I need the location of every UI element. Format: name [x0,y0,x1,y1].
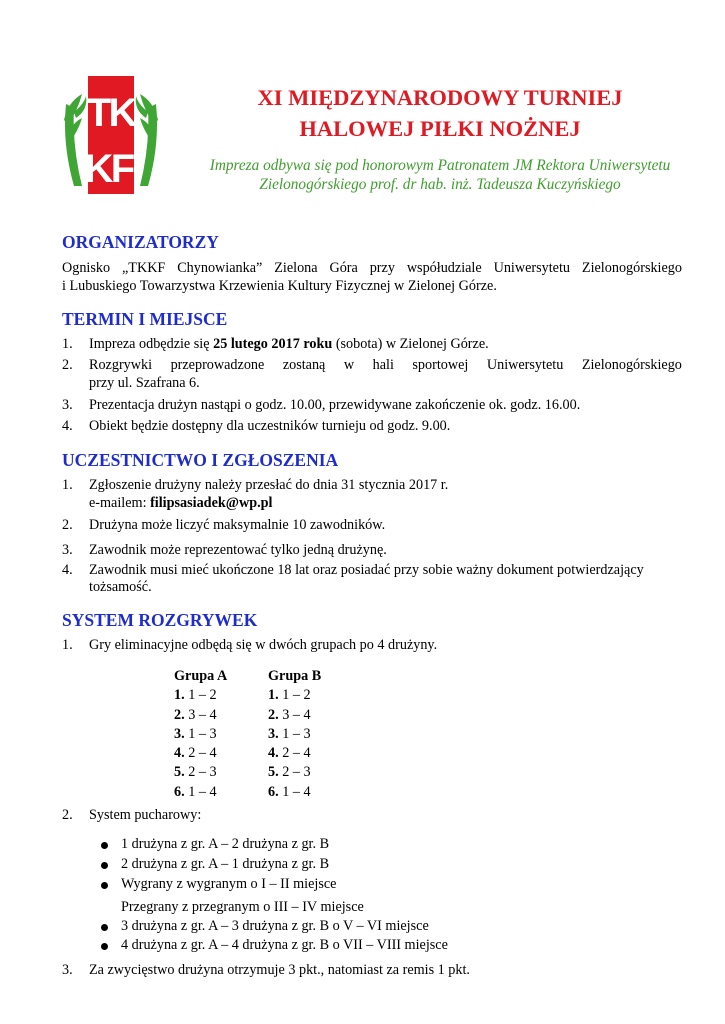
patronage-line2: Zielonogórskiego prof. dr hab. inż. Tadeusza Kuczyńskiego [259,176,621,193]
group-a-match: 6. 1 – 4 [174,784,217,800]
group-b-match: 2. 3 – 4 [268,707,311,723]
tkkf-logo [60,74,162,196]
bullet-item: Przegrany z przegranym o III – IV miejsce [121,899,364,915]
organizers-line2: i Lubuskiego Towarzystwa Krzewienia Kultury Fizycznej w Zielonej Górze. [62,278,497,294]
list-number: 1. [62,336,73,352]
bullet-icon [101,842,108,849]
list-number: 4. [62,562,73,578]
bullet-item: Wygrany z wygranym o I – II miejsce [121,876,337,892]
group-b-match: 6. 1 – 4 [268,784,311,800]
group-a-match: 2. 3 – 4 [174,707,217,723]
page-title-line2: HALOWEJ PIŁKI NOŻNEJ [299,116,581,141]
group-b-match: 3. 1 – 3 [268,726,311,742]
group-a-match: 5. 2 – 3 [174,764,217,780]
logo-letter-k1: K [108,91,138,135]
group-b-header: Grupa B [268,668,322,684]
logo-letter-k2: K [84,147,114,191]
list-number: 3. [62,397,73,413]
patronage-line1: Impreza odbywa się pod honorowym Patronatem JM Rektora Uniwersytetu [209,157,671,174]
list-number: 4. [62,418,73,434]
logo-letter-f: F [110,147,136,191]
contact-email[interactable]: filipsasiadek@wp.pl [150,495,273,511]
list-number: 1. [62,477,73,493]
bullet-item: 4 drużyna z gr. A – 4 drużyna z gr. B o VII – VIII miejsce [121,937,448,953]
section-heading-termin: TERMIN I MIEJSCE [62,309,228,329]
list-item-cup-system: System pucharowy: [89,807,202,823]
bullet-icon [101,924,108,931]
list-number: 3. [62,542,73,558]
group-a-header: Grupa A [174,668,228,684]
page-title-line1: XI MIĘDZYNARODOWY TURNIEJ [257,85,623,110]
section-heading-system: SYSTEM ROZGRYWEK [62,610,258,630]
section-heading-organizatorzy: ORGANIZATORZY [62,232,219,252]
group-b-match: 5. 2 – 3 [268,764,311,780]
list-number: 2. [62,357,73,373]
logo-letter-t: T [86,91,112,135]
list-item-age: Zawodnik musi mieć ukończone 18 lat oraz posiadać przy sobie ważny dokument potwierdzający [89,562,644,578]
list-item-team-size: Drużyna może liczyć maksymalnie 10 zawodników. [89,517,386,533]
list-item-opening: Obiekt będzie dostępny dla uczestników turnieju od godz. 9.00. [89,418,451,434]
list-number: 3. [62,962,73,978]
registration-email-line: e-mailem: filipsasiadek@wp.pl [89,495,273,511]
list-number: 1. [62,637,73,653]
bullet-icon [101,862,108,869]
list-item-date: Impreza odbędzie się 25 lutego 2017 roku (sobota) w Zielonej Górze. [89,336,489,352]
event-date: 25 lutego 2017 roku [213,336,333,352]
bullet-item: 1 drużyna z gr. A – 2 drużyna z gr. B [121,836,330,852]
list-item-points: Za zwycięstwo drużyna otrzymuje 3 pkt., natomiast za remis 1 pkt. [89,962,470,978]
list-item-registration: Zgłoszenie drużyny należy przesłać do dnia 31 stycznia 2017 r. [89,477,449,493]
list-item-schedule: Prezentacja drużyn nastąpi o godz. 10.00, przewidywane zakończenie ok. godz. 16.00. [89,397,581,413]
group-b-match: 4. 2 – 4 [268,745,311,761]
group-a-match: 3. 1 – 3 [174,726,217,742]
list-number: 2. [62,807,73,823]
group-b-match: 1. 1 – 2 [268,687,311,703]
bullet-icon [101,943,108,950]
list-item-groups: Gry eliminacyjne odbędą się w dwóch grupach po 4 drużyny. [89,637,438,653]
section-heading-uczestnictwo: UCZESTNICTWO I ZGŁOSZENIA [62,450,339,470]
bullet-icon [101,882,108,889]
list-item-one-team: Zawodnik może reprezentować tylko jedną drużynę. [89,542,387,558]
group-a-match: 4. 2 – 4 [174,745,217,761]
bullet-item: 3 drużyna z gr. A – 3 drużyna z gr. B o V – VI miejsce [121,918,429,934]
group-a-match: 1. 1 – 2 [174,687,217,703]
list-item-venue-line1: Rozgrywki przeprowadzone zostaną w hali sportowej Uniwersytetu Zielonogórskiego [89,357,682,373]
bullet-item: 2 drużyna z gr. A – 1 drużyna z gr. B [121,856,330,872]
list-number: 2. [62,517,73,533]
list-item-age-line2: tożsamość. [89,579,152,595]
organizers-line1: Ognisko „TKKF Chynowianka” Zielona Góra przy współudziale Uniwersytetu Zielonogórskiego [62,260,682,276]
list-item-venue-line2: przy ul. Szafrana 6. [89,375,200,391]
